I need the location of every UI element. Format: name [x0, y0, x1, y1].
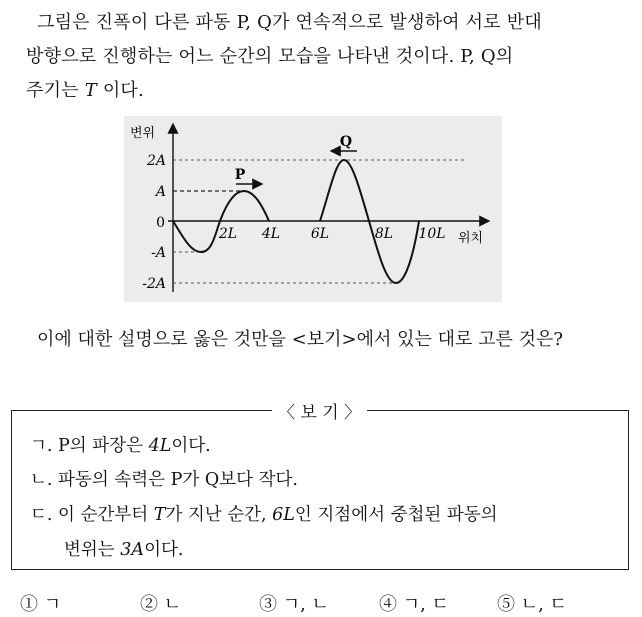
statement-3b-post: 이다. — [144, 540, 184, 560]
passage-line-2: 방향으로 진행하는 어느 순간의 모습을 나타낸 것이다. P, Q의 — [26, 46, 514, 67]
statement-3b-var: 3A — [120, 540, 145, 560]
statement-3 — [30, 501, 498, 526]
wave-Q-label: Q — [339, 134, 353, 150]
xtick-2L: 2L — [218, 226, 238, 242]
passage-line-3-pre: 주기는 — [26, 80, 85, 101]
statement-1 — [30, 432, 211, 457]
wave-P-label: P — [234, 167, 246, 183]
choice-5[interactable]: ⑤ ㄴ, ㄷ — [497, 594, 567, 615]
ytick-A: A — [155, 184, 166, 200]
xtick-6L: 6L — [310, 226, 330, 242]
passage-line-3-post: 이다. — [96, 80, 144, 101]
choice-3[interactable]: ③ ㄱ, ㄴ — [259, 594, 329, 615]
ytick-0: 0 — [156, 215, 165, 231]
y-axis-label: 변위 — [130, 126, 156, 141]
statement-1-var: 4L — [148, 436, 172, 456]
statement-3-post: 인 지점에서 중첩된 파동의 — [294, 505, 498, 525]
period-variable: T — [84, 80, 97, 101]
bogi-title: 〈 보 기 〉 — [272, 398, 367, 423]
statement-3b-pre: 변위는 — [64, 540, 121, 560]
statement-1-post: 이다. — [171, 436, 211, 456]
choice-1[interactable]: ① ㄱ — [20, 594, 62, 615]
statement-3-var-6L: 6L — [272, 505, 295, 525]
ytick-neg2A: -2A — [142, 276, 166, 292]
choice-4[interactable]: ④ ㄱ, ㄷ — [379, 594, 449, 615]
passage-line-3 — [26, 76, 144, 102]
statement-2: ㄴ. 파동의 속력은 P가 Q보다 작다. — [30, 470, 298, 490]
question-text: 이에 대한 설명으로 옳은 것만을 <보기>에서 있는 대로 고른 것은? — [37, 329, 564, 350]
xtick-10L: 10L — [418, 226, 446, 242]
statement-3-var-T: T — [153, 505, 166, 525]
statement-3-continued — [64, 536, 183, 561]
xtick-4L: 4L — [261, 226, 281, 242]
xtick-8L: 8L — [374, 226, 394, 242]
ytick-2A: 2A — [146, 153, 166, 169]
x-axis-label: 위치 — [458, 231, 484, 246]
ytick-negA: -A — [151, 245, 166, 261]
statement-3-mid: 가 지난 순간, — [165, 505, 273, 525]
wave-figure — [124, 116, 502, 302]
passage-line-1: 그림은 진폭이 다른 파동 P, Q가 연속적으로 발생하여 서로 반대 — [37, 12, 542, 33]
choice-2[interactable]: ② ㄴ — [140, 594, 182, 615]
statement-3-pre: ㄷ. 이 순간부터 — [30, 505, 154, 525]
statement-1-pre: ㄱ. P의 파장은 — [30, 436, 149, 456]
